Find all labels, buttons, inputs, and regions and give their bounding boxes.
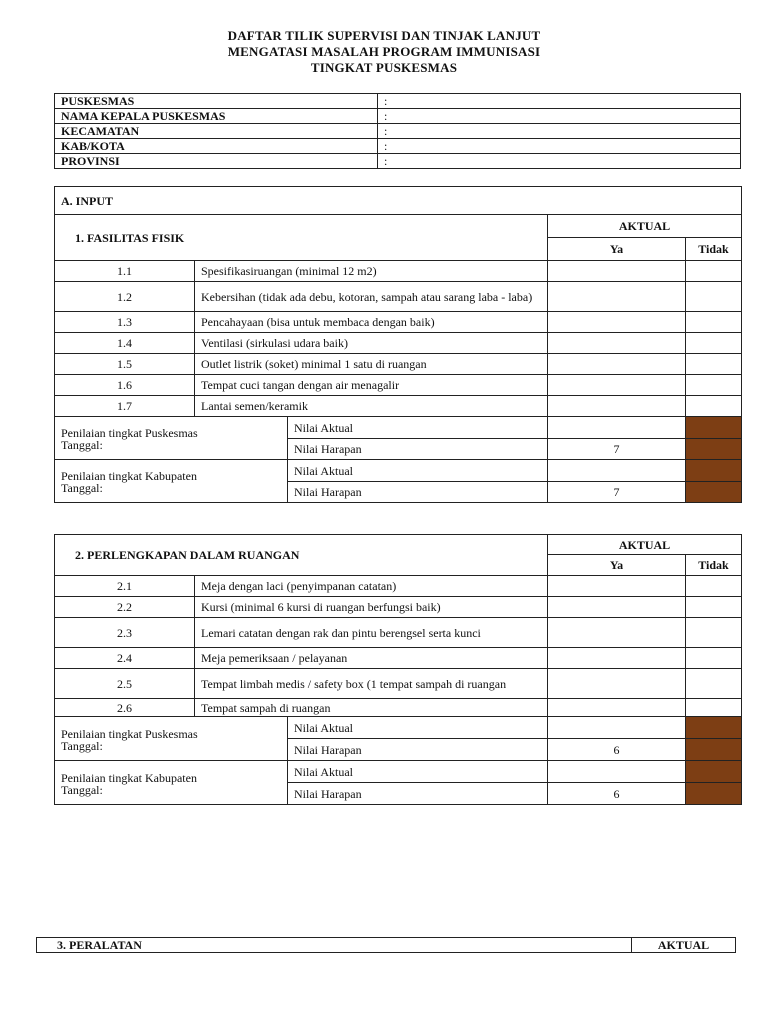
info-label: NAMA KEPALA PUSKESMAS [55,109,378,124]
ya-checkbox-cell[interactable] [548,648,686,669]
tidak-checkbox-cell[interactable] [686,375,742,396]
ya-checkbox-cell[interactable] [548,669,686,699]
item-number: 1.2 [55,282,195,312]
nilai-harapan-label: Nilai Harapan [288,439,548,460]
shaded-cell [686,717,742,739]
tidak-checkbox-cell[interactable] [686,282,742,312]
item-text: Outlet listrik (soket) minimal 1 satu di ruangan [195,354,548,375]
item-text: Tempat cuci tangan dengan air menagalir [195,375,548,396]
tanggal-label: Tanggal: [61,782,103,797]
item-text: Pencahayaan (bisa untuk membaca dengan baik) [195,312,548,333]
aktual-header: AKTUAL [632,938,736,953]
document-title [0,28,768,76]
info-value-field[interactable]: : [378,94,741,109]
checklist-row [55,699,742,717]
tidak-header: Tidak [686,555,742,576]
tidak-checkbox-cell[interactable] [686,333,742,354]
checklist-row [55,576,742,597]
item-text: Meja dengan laci (penyimpanan catatan) [195,576,548,597]
nilai-harapan-label: Nilai Harapan [288,482,548,503]
nilai-aktual-label: Nilai Aktual [288,761,548,783]
penilaian-kabupaten-label: Penilaian tingkat Kabupaten [61,469,197,483]
ya-checkbox-cell[interactable] [548,261,686,282]
penilaian-kabupaten-cell [55,761,288,805]
info-value-field[interactable]: : [378,154,741,169]
item-number: 1.3 [55,312,195,333]
item-text: Lemari catatan dengan rak dan pintu berengsel serta kunci [195,618,548,648]
nilai-aktual-field[interactable] [548,761,686,783]
checklist-row [55,261,742,282]
penilaian-puskesmas-label: Penilaian tingkat Puskesmas [61,426,198,440]
nilai-harapan-label: Nilai Harapan [288,783,548,805]
title-line-1: DAFTAR TILIK SUPERVISI DAN TINJAK LANJUT [227,28,541,43]
shaded-cell [686,439,742,460]
section-heading-row [55,187,742,215]
penilaian-puskesmas-cell [55,417,288,460]
tanggal-label: Tanggal: [61,481,103,495]
item-number: 2.3 [55,618,195,648]
item-number: 1.1 [55,261,195,282]
ya-checkbox-cell[interactable] [548,312,686,333]
ya-header: Ya [548,238,686,261]
info-value-field[interactable]: : [378,124,741,139]
ya-checkbox-cell[interactable] [548,354,686,375]
tidak-checkbox-cell[interactable] [686,312,742,333]
nilai-aktual-field[interactable] [548,417,686,439]
item-number: 1.5 [55,354,195,375]
info-row-puskesmas [55,94,741,109]
nilai-harapan-label: Nilai Harapan [288,739,548,761]
ya-checkbox-cell[interactable] [548,396,686,417]
tidak-checkbox-cell[interactable] [686,648,742,669]
item-text: Tempat sampah di ruangan [195,699,548,717]
checklist-row [55,597,742,618]
shaded-cell [686,417,742,439]
aktual-header: AKTUAL [548,535,742,555]
penilaian-puskesmas-label: Penilaian tingkat Puskesmas [61,726,198,741]
tidak-header: Tidak [686,238,742,261]
subsection-heading: 2. PERLENGKAPAN DALAM RUANGAN [55,535,548,576]
checklist-row [55,648,742,669]
aktual-header: AKTUAL [548,215,742,238]
subsection-heading: 1. FASILITAS FISIK [55,215,548,261]
item-number: 2.6 [55,699,195,717]
penilaian-kabupaten-cell [55,460,288,503]
item-number: 1.4 [55,333,195,354]
info-row-provinsi [55,154,741,169]
tidak-checkbox-cell[interactable] [686,576,742,597]
ya-checkbox-cell[interactable] [548,333,686,354]
ya-checkbox-cell[interactable] [548,576,686,597]
peralatan-table [36,937,736,953]
info-label: PUSKESMAS [55,94,378,109]
ya-checkbox-cell[interactable] [548,699,686,717]
shaded-cell [686,783,742,805]
nilai-harapan-value: 7 [548,439,686,460]
ya-checkbox-cell[interactable] [548,618,686,648]
info-value-field[interactable]: : [378,109,741,124]
checklist-row [55,333,742,354]
checklist-row [55,375,742,396]
shaded-cell [686,739,742,761]
item-number: 2.5 [55,669,195,699]
info-label: KECAMATAN [55,124,378,139]
nilai-aktual-label: Nilai Aktual [288,717,548,739]
subsection-heading: 3. PERALATAN [37,938,632,953]
ya-header: Ya [548,555,686,576]
penilaian-kabupaten-label: Penilaian tingkat Kabupaten [61,770,197,785]
item-number: 2.4 [55,648,195,669]
item-number: 1.6 [55,375,195,396]
tidak-checkbox-cell[interactable] [686,699,742,717]
item-number: 1.7 [55,396,195,417]
tidak-checkbox-cell[interactable] [686,261,742,282]
nilai-aktual-field[interactable] [548,717,686,739]
item-text: Lantai semen/keramik [195,396,548,417]
info-label: PROVINSI [55,154,378,169]
info-row-kabkota [55,139,741,154]
item-text: Kebersihan (tidak ada debu, kotoran, sampah atau sarang laba - laba) [195,282,548,312]
tanggal-label: Tanggal: [61,438,103,452]
info-row-kecamatan [55,124,741,139]
item-text: Meja pemeriksaan / pelayanan [195,648,548,669]
shaded-cell [686,460,742,482]
item-text: Ventilasi (sirkulasi udara baik) [195,333,548,354]
item-text: Spesifikasiruangan (minimal 12 m2) [195,261,548,282]
section-heading: A. INPUT [55,187,742,215]
fasilitas-fisik-table [54,186,742,503]
title-line-3: TINGKAT PUSKESMAS [310,60,458,75]
penilaian-puskesmas-cell [55,717,288,761]
nilai-harapan-value: 7 [548,482,686,503]
tidak-checkbox-cell[interactable] [686,597,742,618]
tidak-checkbox-cell[interactable] [686,396,742,417]
perlengkapan-table [54,534,742,805]
nilai-harapan-value: 6 [548,739,686,761]
ya-checkbox-cell[interactable] [548,282,686,312]
checklist-row [55,396,742,417]
shaded-cell [686,482,742,503]
nilai-aktual-field[interactable] [548,460,686,482]
checklist-row [55,669,742,699]
item-number: 2.2 [55,597,195,618]
checklist-row [55,312,742,333]
nilai-aktual-label: Nilai Aktual [288,460,548,482]
info-value-field[interactable]: : [378,139,741,154]
title-line-2: MENGATASI MASALAH PROGRAM IMMUNISASI [227,44,541,59]
checklist-row [55,282,742,312]
item-number: 2.1 [55,576,195,597]
item-text: Tempat limbah medis / safety box (1 tempat sampah di ruangan [195,669,548,699]
identity-table [54,93,741,169]
item-text: Kursi (minimal 6 kursi di ruangan berfungsi baik) [195,597,548,618]
ya-checkbox-cell[interactable] [548,375,686,396]
tidak-checkbox-cell[interactable] [686,618,742,648]
shaded-cell [686,761,742,783]
nilai-harapan-value: 6 [548,783,686,805]
tidak-checkbox-cell[interactable] [686,669,742,699]
checklist-row [55,618,742,648]
nilai-aktual-label: Nilai Aktual [288,417,548,439]
tidak-checkbox-cell[interactable] [686,354,742,375]
ya-checkbox-cell[interactable] [548,597,686,618]
checklist-row [55,354,742,375]
tanggal-label: Tanggal: [61,738,103,753]
info-label: KAB/KOTA [55,139,378,154]
info-row-kepala [55,109,741,124]
